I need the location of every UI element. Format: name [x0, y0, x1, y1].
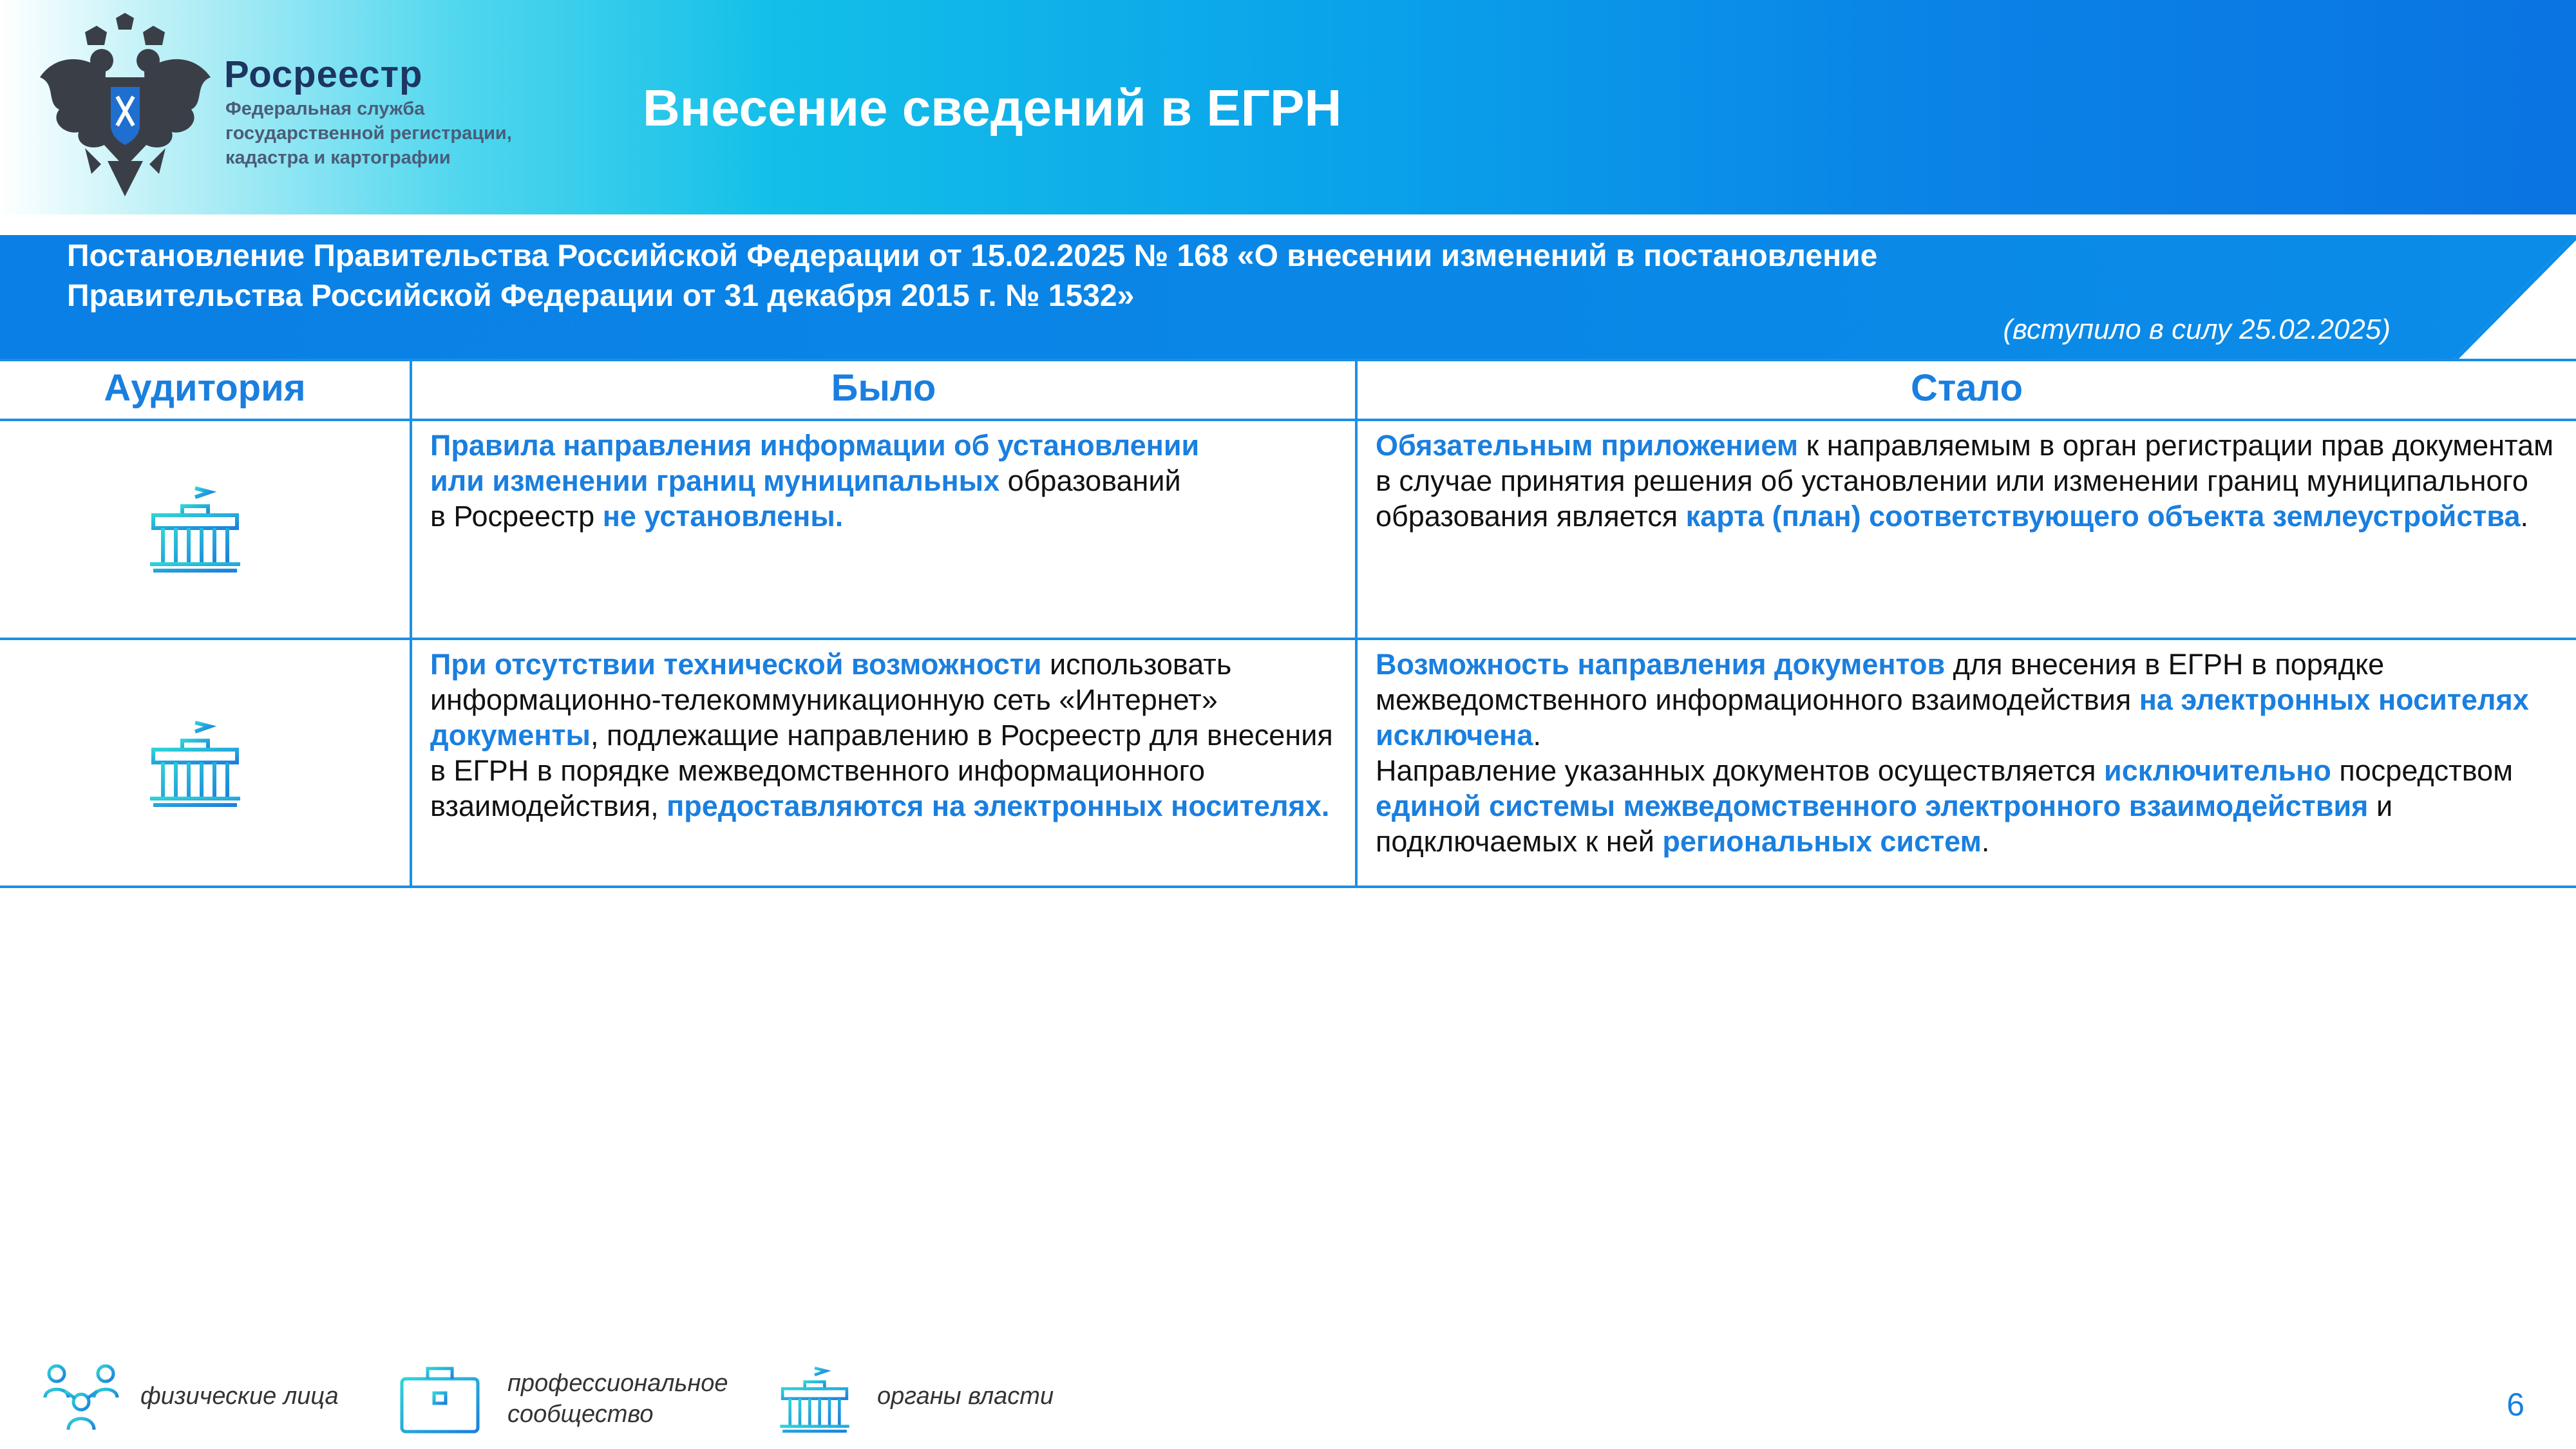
government-building-icon [147, 715, 243, 811]
highlight-text: не установлены. [602, 500, 844, 533]
audience-cell [0, 421, 410, 638]
highlight-text: региональных систем [1662, 825, 1982, 858]
was-text [430, 647, 1342, 824]
plain-text: . [1981, 825, 1990, 858]
government-building-icon [147, 480, 243, 577]
plain-text: использовать информационно-телекоммуникационную сеть «Интернет» [430, 648, 1232, 716]
decree-title-line: Постановление Правительства Российской Федерации от 15.02.2025 № 168 «О внесении изменений в постановление [67, 239, 1878, 273]
table-row [0, 421, 2576, 640]
now-text [1376, 647, 2563, 859]
brand-subtitle-line: государственной регистрации, [225, 123, 512, 144]
highlight-text: исключительно [2104, 754, 2331, 787]
legend-label [507, 1368, 728, 1430]
highlight-text: или изменении границ муниципальных [430, 464, 1000, 497]
column-header: Аудитория [104, 367, 306, 409]
header-cell-audience [0, 361, 410, 419]
table-row [0, 640, 2576, 888]
plain-text: . [1533, 719, 1541, 752]
brand-subtitle-line: Федеральная служба [225, 99, 425, 119]
column-header: Стало [1910, 367, 2023, 409]
plain-text: посредством [2331, 754, 2514, 787]
audience-cell [0, 640, 410, 886]
plain-text: в Росреестр [430, 500, 603, 533]
plain-text: Направление указанных документов осуществляется [1376, 754, 2105, 787]
page-number: 6 [2506, 1387, 2524, 1423]
plain-text: . [2520, 500, 2529, 533]
highlight-text: карта (план) соответствующего объекта землеустройства [1685, 500, 2521, 533]
header-bar [0, 0, 2576, 214]
people-group-icon [43, 1362, 120, 1436]
decree-effective-date: (вступило в силу 25.02.2025) [2003, 314, 2391, 345]
header-cell-now [1355, 361, 2576, 419]
highlight-text: на электронных носителях исключена [1376, 683, 2529, 752]
highlight-text: Обязательным приложением [1376, 429, 1799, 462]
highlight-text: единой системы межведомственного электронного взаимодействия [1376, 790, 2369, 822]
government-building-icon [776, 1362, 853, 1436]
now-cell [1355, 640, 2576, 886]
legend-label-line: профессиональное [507, 1370, 728, 1397]
plain-text: , подлежащие направлению в Росреестр для внесения в ЕГРН в порядке межведомственного информационного взаимодействия, [430, 719, 1333, 822]
highlight-text: предоставляются на электронных носителях. [667, 790, 1330, 822]
page-title: Внесение сведений в ЕГРН [643, 79, 1342, 137]
brand-name: Росреестр [224, 53, 423, 95]
was-cell [410, 640, 1355, 886]
brand-subtitle [225, 97, 560, 170]
plain-text: к направляемым в орган регистрации прав документам в случае принятия решения об установлении или изменении границ муниципального образования является [1376, 429, 2554, 533]
double-headed-eagle-emblem-icon [40, 13, 211, 196]
legend-label: органы власти [877, 1383, 1054, 1410]
briefcase-icon [398, 1362, 482, 1436]
header-cell-was [410, 361, 1355, 419]
decree-title-line: Правительства Российской Федерации от 31 декабря 2015 г. № 1532» [67, 279, 1135, 313]
highlight-text: Возможность направления документов [1376, 648, 1946, 681]
was-cell [410, 421, 1355, 638]
legend-label-line: сообщество [507, 1401, 654, 1428]
highlight-text: При отсутствии технической возможности [430, 648, 1042, 681]
was-text [430, 428, 1342, 534]
decree-title [67, 236, 2115, 316]
highlight-text: Правила направления информации об установлении [430, 429, 1200, 462]
plain-text: образований [999, 464, 1181, 497]
legend-label: физические лица [140, 1383, 339, 1410]
plain-text: и подключаемых к ней [1376, 790, 2393, 858]
now-cell [1355, 421, 2576, 638]
now-text [1376, 428, 2563, 534]
brand-subtitle-line: кадастра и картографии [225, 147, 451, 168]
column-header: Было [831, 367, 936, 409]
plain-text: для внесения в ЕГРН в порядке межведомственного информационного взаимодействия [1376, 648, 2385, 716]
highlight-text: документы [430, 719, 591, 752]
banner-corner-decoration [2454, 235, 2576, 359]
table-header-row [0, 359, 2576, 421]
